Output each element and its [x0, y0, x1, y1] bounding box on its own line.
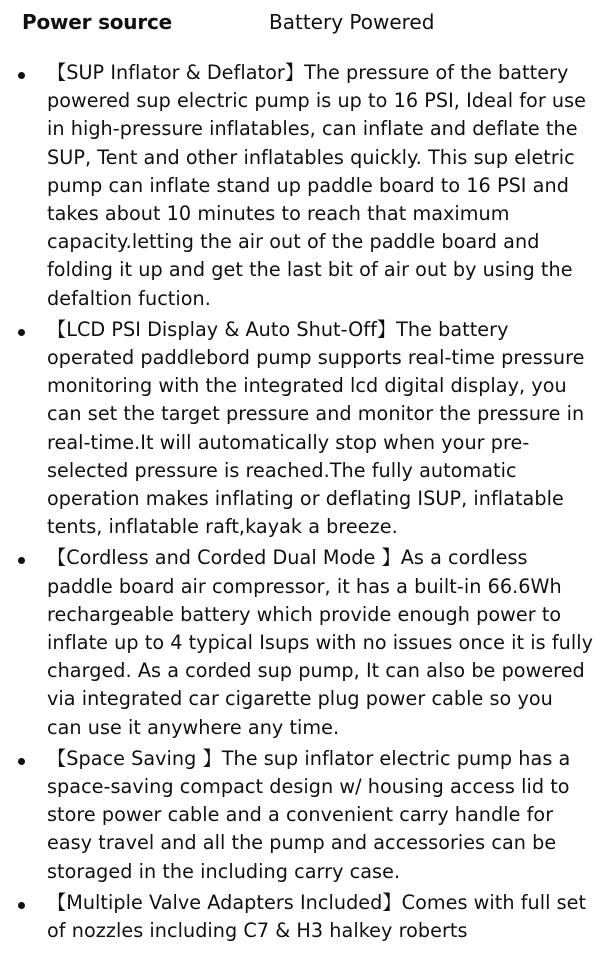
feature-bullet-sup-inflator	[0, 59, 607, 313]
feature-bullet-text: 【Cordless and Corded Dual Mode 】As a cordless paddle board air compressor, it has a built-in 66.6Wh rechargeable battery which provide enough power to inflate up to 4 typical Isups with no issues once it is fully charged. As a corded sup pump, It can also be powered via integrated car cigarette plug power cable so you can use it anywhere any time.	[47, 546, 593, 739]
bullet-dot-icon	[18, 758, 25, 765]
feature-bullet-space-saving	[0, 745, 607, 886]
feature-bullet-text: 【SUP Inflator & Deflator】The pressure of the battery powered sup electric pump is up to 16 PSI, Ideal for use in high-pressure inflatables, can inflate and deflate the SUP, Tent and other inflatables quickly. This sup eletric pump can inflate stand up paddle board to 16 PSI and takes about 10 minutes to reach that maximum capacity.letting the air out of the paddle board and folding it up and get the last bit of air out by using the defaltion fuction.	[47, 61, 587, 310]
feature-bullet-dual-mode	[0, 544, 607, 741]
feature-bullet-lcd-display	[0, 316, 607, 542]
feature-bullet-list	[0, 59, 607, 948]
feature-bullet-text: 【Space Saving 】The sup inflator electric pump has a space-saving compact design w/ housing access lid to store power cable and a convenient carry handle for easy travel and all the pump and accessories can be storaged in the including carry case.	[47, 746, 571, 883]
spec-value: Battery Powered	[269, 10, 435, 34]
spec-label: Power source	[22, 10, 173, 34]
feature-bullet-text: 【LCD PSI Display & Auto Shut-Off】The battery operated paddlebord pump supports real-time pressure monitoring with the integrated lcd digital display, you can set the target pressure and monitor the pressure in real-time.It will automatically stop when your pre-selected pressure is reached.The fully automatic operation makes inflating or deflating ISUP, inflatable tents, inflatable raft,kayak a breeze.	[47, 317, 585, 539]
feature-bullet-valve-adapters	[0, 889, 607, 945]
bullet-dot-icon	[18, 902, 25, 909]
bullet-dot-icon	[18, 557, 25, 564]
spec-row-power-source	[22, 7, 607, 37]
feature-bullet-text: 【Multiple Valve Adapters Included】Comes with full set of nozzles including C7 & H3 halkey roberts	[47, 890, 587, 943]
bullet-dot-icon	[18, 72, 25, 79]
bullet-dot-icon	[18, 329, 25, 336]
